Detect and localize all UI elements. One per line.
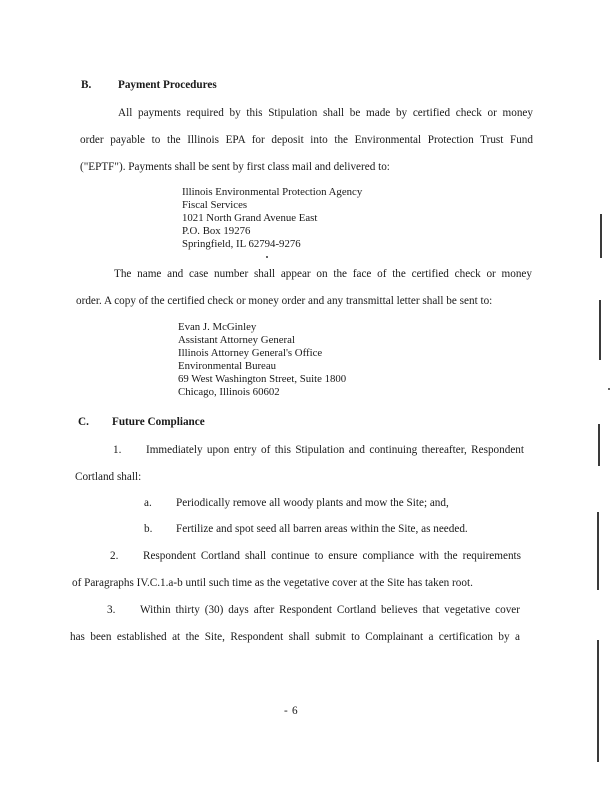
item-text-line: has been established at the Site, Respondent shall submit to Complainant a certification by a — [70, 631, 520, 643]
page-number-dash: - — [284, 705, 288, 717]
item-text-line: Cortland shall: — [75, 471, 142, 483]
scan-speck — [266, 256, 268, 258]
address-line: Evan J. McGinley — [178, 321, 257, 333]
sub-item-letter: a. — [144, 497, 152, 509]
epa-address-block — [182, 186, 362, 251]
address-line: P.O. Box 19276 — [182, 225, 251, 237]
address-line: 69 West Washington Street, Suite 1800 — [178, 373, 347, 385]
section-c-letter: C. — [78, 416, 89, 428]
item-number: 3. — [107, 604, 116, 616]
attorney-general-address-block — [178, 321, 346, 399]
copy-paragraph-line: order. A copy of the certified check or money order and any transmittal letter shall be sent to: — [76, 295, 493, 307]
address-line: Chicago, Illinois 60602 — [178, 386, 280, 398]
item-text-line: Within thirty (30) days after Respondent Cortland believes that vegetative cover — [140, 604, 520, 616]
address-line: Illinois Environmental Protection Agency — [182, 186, 363, 198]
address-line: Springfield, IL 62794-9276 — [182, 238, 301, 250]
sub-item-letter: b. — [144, 523, 153, 535]
item-text-line: Respondent Cortland shall continue to ensure compliance with the requirements — [143, 550, 521, 562]
payment-paragraph-line: order payable to the Illinois EPA for deposit into the Environmental Protection Trust Fund — [80, 134, 533, 146]
payment-paragraph-line: ("EPTF"). Payments shall be sent by first class mail and delivered to: — [80, 161, 390, 173]
address-line: Illinois Attorney General's Office — [178, 347, 323, 359]
section-c-title: Future Compliance — [112, 416, 205, 428]
scan-edge-mark — [600, 214, 602, 258]
item-number: 1. — [113, 444, 122, 456]
item-text-line: Immediately upon entry of this Stipulation and continuing thereafter, Respondent — [146, 444, 524, 456]
page-number: 6 — [292, 705, 298, 717]
item-number: 2. — [110, 550, 119, 562]
copy-paragraph-line: The name and case number shall appear on the face of the certified check or money — [114, 268, 532, 280]
address-line: 1021 North Grand Avenue East — [182, 212, 318, 224]
sub-item-text: Periodically remove all woody plants and mow the Site; and, — [176, 497, 449, 509]
scan-edge-mark — [597, 640, 599, 762]
section-b-letter: B. — [81, 79, 92, 91]
address-line: Environmental Bureau — [178, 360, 277, 372]
scan-speck — [608, 388, 610, 390]
scan-edge-mark — [599, 300, 601, 360]
address-line: Assistant Attorney General — [178, 334, 295, 346]
scan-edge-mark — [598, 424, 600, 466]
section-b-title: Payment Procedures — [118, 79, 217, 91]
payment-paragraph-line: All payments required by this Stipulation shall be made by certified check or money — [118, 107, 533, 119]
sub-item-text: Fertilize and spot seed all barren areas within the Site, as needed. — [176, 523, 468, 535]
scan-edge-mark — [597, 512, 599, 590]
item-text-line: of Paragraphs IV.C.1.a-b until such time as the vegetative cover at the Site has taken root. — [72, 577, 473, 589]
address-line: Fiscal Services — [182, 199, 248, 211]
